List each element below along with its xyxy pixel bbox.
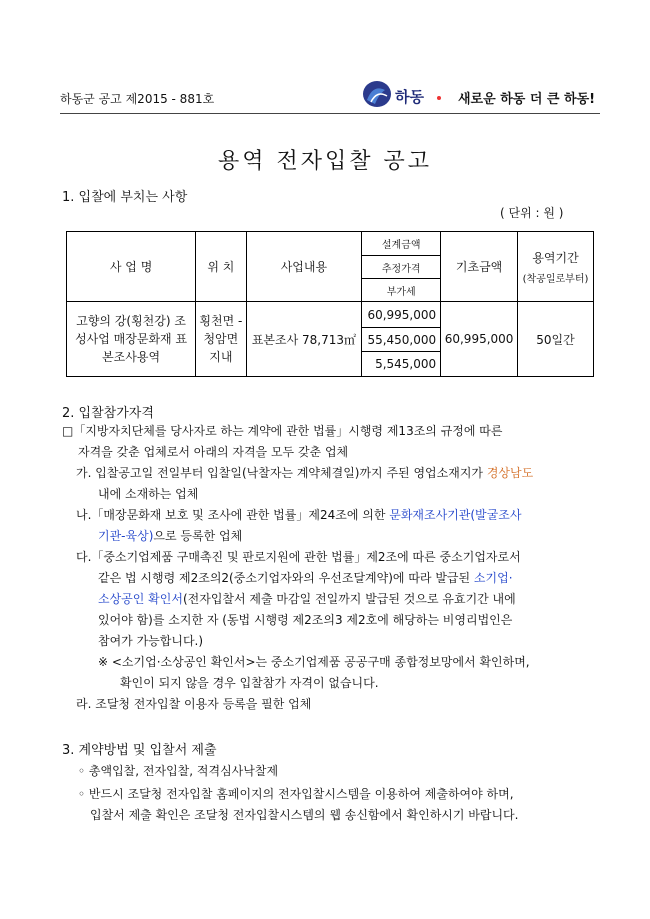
th-period-label: 용역기간 [532,250,579,265]
header-divider [60,113,600,114]
cell-project-name: 고향의 강(횡천강) 조성사업 매장문화재 표본조사용역 [67,302,196,377]
da-text1: 다.「중소기업제품 구매촉진 및 판로지원에 관한 법률」제2조에 따른 중소기업자로서 [76,550,521,564]
cell-base-amount: 60,995,000 [441,302,518,377]
na-text2: 으로 등록한 업체 [153,529,243,543]
th-location: 위 치 [196,232,246,302]
cell-vat-amount: 5,545,000 [362,352,441,377]
na-text1: 나.「매장문화재 보호 및 조사에 관한 법률」제24조에 의한 [76,508,390,522]
th-design: 설계금액 [362,232,441,256]
unit-label: ( 단위 : 원 ) [500,206,564,220]
note-line2: 확인이 되지 않을 경우 입찰참가 자격이 없습니다. [120,676,379,690]
th-period-sub: (착공일로부터) [522,273,589,285]
note-line1: ※ <소기업·소상공인 확인서>는 중소기업제품 공공구매 종합정보망에서 확인하며, [98,655,530,669]
slogan: 새로운 하동 더 큰 하동! [458,92,596,107]
section3-heading: 3. 계약방법 및 입찰서 제출 [62,743,217,758]
cell-design-amount: 60,995,000 [362,302,441,328]
da-text4: 있어야 함)를 소지한 자 (동법 시행령 제2조의3 제2호에 해당하는 비영리법인은 [98,613,513,627]
notice-number: 하동군 공고 제2015 - 881호 [60,92,215,106]
ga-highlight: 경상남도 [486,466,534,480]
cell-estimate-amount: 55,450,000 [362,328,441,352]
item-ra: 라. 조달청 전자입찰 이용자 등록을 필한 업체 [76,697,312,711]
item-ga [76,463,596,505]
intro-line1: □「지방자치단체를 당사자로 하는 계약에 관한 법률」시행령 제13조의 규정에 따른 [62,424,503,438]
da-text5: 참여가 가능합니다.) [98,634,204,648]
item-na [76,505,596,547]
cell-location: 횡천면 - 청암면 지내 [196,302,246,377]
item2-line1: ◦ 반드시 조달청 전자입찰 홈페이지의 전자입찰시스템을 이용하여 제출하여야 하며, [78,787,514,801]
section2-heading: 2. 입찰참가자격 [62,406,154,421]
item-da [76,547,596,652]
hadong-logo [355,76,445,110]
section1-heading: 1. 입찰에 부치는 사항 [62,190,188,205]
da-highlight1: 소기업· [473,571,513,585]
th-base: 기초금액 [441,232,518,302]
th-content: 사업내용 [246,232,362,302]
da-text3: (전자입찰서 제출 마감일 전일까지 발급된 것으로 유효기간 내에 [182,592,516,606]
intro-line2: 자격을 갖춘 업체로서 아래의 자격을 모두 갖춘 업체 [78,445,349,459]
na-highlight2: 기관-육상) [98,529,154,543]
cell-period: 50일간 [518,302,594,377]
section3-item2 [78,784,598,826]
item2-line2: 입찰서 제출 확인은 조달청 전자입찰시스템의 웹 송신함에서 확인하시기 바랍니다. [90,808,519,822]
svg-text:하동: 하동 [395,88,424,106]
th-estimate: 추정가격 [362,256,441,279]
th-period [518,232,594,302]
da-highlight2: 소상공인 확인서 [98,592,183,606]
note [98,652,598,694]
bid-spec-table [66,231,594,377]
da-text2: 같은 법 시행령 제2조의2(중소기업자와의 우선조달계약)에 따라 발급된 [98,571,474,585]
na-highlight1: 문화재조사기관(발굴조사 [389,508,522,522]
section2-intro [62,421,602,463]
th-vat: 부가세 [362,279,441,302]
page-title: 용역 전자입찰 공고 [217,149,432,174]
th-project: 사 업 명 [67,232,196,302]
ga-text1: 가. 입찰공고일 전일부터 입찰일(낙찰자는 계약체결일)까지 주된 영업소재지가 [76,466,487,480]
section3-item1: ◦ 총액입찰, 전자입찰, 적격심사낙찰제 [78,764,279,778]
ga-text2: 내에 소재하는 업체 [98,487,199,501]
cell-content: 표본조사 78,713㎡ [246,302,362,377]
